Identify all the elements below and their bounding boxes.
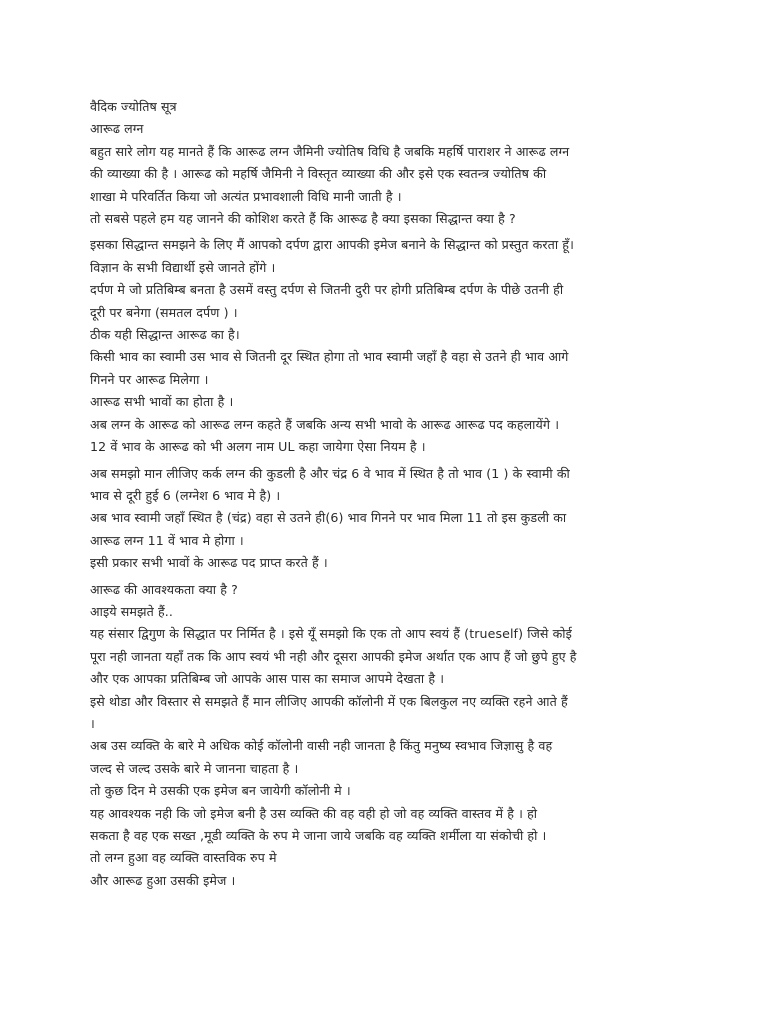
text-line: पूरा नही जानता यहाँ तक कि आप स्वयं भी नही और दूसरा आपकी इमेज अर्थात एक आप हैं जो छुपे हुए है <box>90 648 577 664</box>
text-line: तो कुछ दिन मे उसकी एक इमेज बन जायेगी कॉलोनी मे । <box>90 783 351 799</box>
text-line: दर्पण मे जो प्रतिबिम्ब बनता है उसमें वस्तु दर्पण से जितनी दुरी पर होगी प्रतिबिम्ब दर्पण के पीछे उतनी ही <box>90 282 564 298</box>
text-line: यह आवश्यक नही कि जो इमेज बनी है उस व्यक्ति की वह वही हो जो वह व्यक्ति वास्तव में है । हो <box>90 805 538 821</box>
document-page <box>90 96 680 892</box>
text-line: भाव से दूरी हुई 6 (लग्नेश 6 भाव मे है) । <box>90 487 281 503</box>
text-line: इसी प्रकार सभी भावों के आरूढ पद प्राप्त करते हैं । <box>90 555 328 571</box>
section-heading: आरूढ लग्न <box>90 121 144 137</box>
text-line: और एक आपका प्रतिबिम्ब जो आपके आस पास का समाज आपमे देखता है । <box>90 671 445 687</box>
text-line: यह संसार द्विगुण के सिद्धात पर निर्मित है । इसे यूँ समझो कि एक तो आप स्वयं हैं (trueself) जिसे कोई <box>90 626 572 642</box>
text-line: तो लग्न हुआ वह व्यक्ति वास्तविक रुप मे <box>90 850 277 866</box>
document-body <box>90 96 680 892</box>
text-line: शाखा मे परिवर्तित किया जो अत्यंत प्रभावशाली विधि मानी जाती है । <box>90 188 402 204</box>
text-line: । <box>90 715 95 731</box>
text-line: इसका सिद्धान्त समझने के लिए मैं आपको दर्पण द्वारा आपकी इमेज बनाने के सिद्धान्त को प्रस्तुत करता हूँ। <box>90 237 574 253</box>
text-line: आइये समझते हैं.. <box>90 603 174 619</box>
text-line: तो सबसे पहले हम यह जानने की कोशिश करते हैं कि आरूढ है क्या इसका सिद्धान्त क्या है ? <box>90 211 516 227</box>
text-line: दूरी पर बनेगा (समतल दर्पण ) । <box>90 304 238 320</box>
text-line: आरूढ सभी भावों का होता है । <box>90 394 234 410</box>
text-line: अब लग्न के आरूढ को आरूढ लग्न कहते हैं जबकि अन्य सभी भावो के आरूढ आरूढ पद कहलायेंगे । <box>90 416 560 432</box>
text-line: और आरूढ हुआ उसकी इमेज । <box>90 872 236 888</box>
text-line: जल्द से जल्द उसके बारे मे जानना चाहता है । <box>90 760 299 776</box>
text-line: इसे थोडा और विस्तार से समझते हैं मान लीजिए आपकी कॉलोनी में एक बिलकुल नए व्यक्ति रहने आते हैं <box>90 693 568 709</box>
text-line: 12 वें भाव के आरूढ को भी अलग नाम UL कहा जायेगा ऐसा नियम है । <box>90 439 426 455</box>
text-line: आरूढ की आवश्यकता क्या है ? <box>90 581 238 597</box>
text-line: की व्याख्या की है । आरूढ को महर्षि जैमिनी ने विस्तृत व्याख्या की और इसे एक स्वतन्त्र ज्योतिष की <box>90 166 547 182</box>
text-line: आरूढ लग्न 11 वें भाव मे होगा । <box>90 532 244 548</box>
text-line: सकता है वह एक सख्त ,मूडी व्यक्ति के रुप मे जाना जाये जबकि वह व्यक्ति शर्मीला या संकोची हो । <box>90 828 547 843</box>
text-line: गिनने पर आरूढ मिलेगा । <box>90 371 209 387</box>
text-line: बहुत सारे लोग यह मानते हैं कि आरूढ लग्न जैमिनी ज्योतिष विधि है जबकि महर्षि पाराशर ने आरूढ लग्न <box>90 143 570 159</box>
text-line: अब उस व्यक्ति के बारे मे अधिक कोई कॉलोनी वासी नही जानता है किंतु मनुष्य स्वभाव जिज्ञासु है वह <box>90 738 553 754</box>
document-title: वैदिक ज्योतिष सूत्र <box>90 99 177 114</box>
text-line: अब समझो मान लीजिए कर्क लग्न की कुडली है और चंद्र 6 वे भाव में स्थित है तो भाव (1 ) के स्वामी की <box>90 465 570 481</box>
text-line: ठीक यही सिद्धान्त आरूढ का है। <box>90 327 240 343</box>
text-line: अब भाव स्वामी जहाँ स्थित है (चंद्र) वहा से उतने ही(6) भाव गिनने पर भाव मिला 11 तो इस कुडली का <box>90 510 567 526</box>
text-line: किसी भाव का स्वामी उस भाव से जितनी दूर स्थित होगा तो भाव स्वामी जहाँ है वहा से उतने ही भाव आगे <box>90 349 569 365</box>
text-line: विज्ञान के सभी विद्यार्थी इसे जानते होंगे । <box>90 259 276 275</box>
